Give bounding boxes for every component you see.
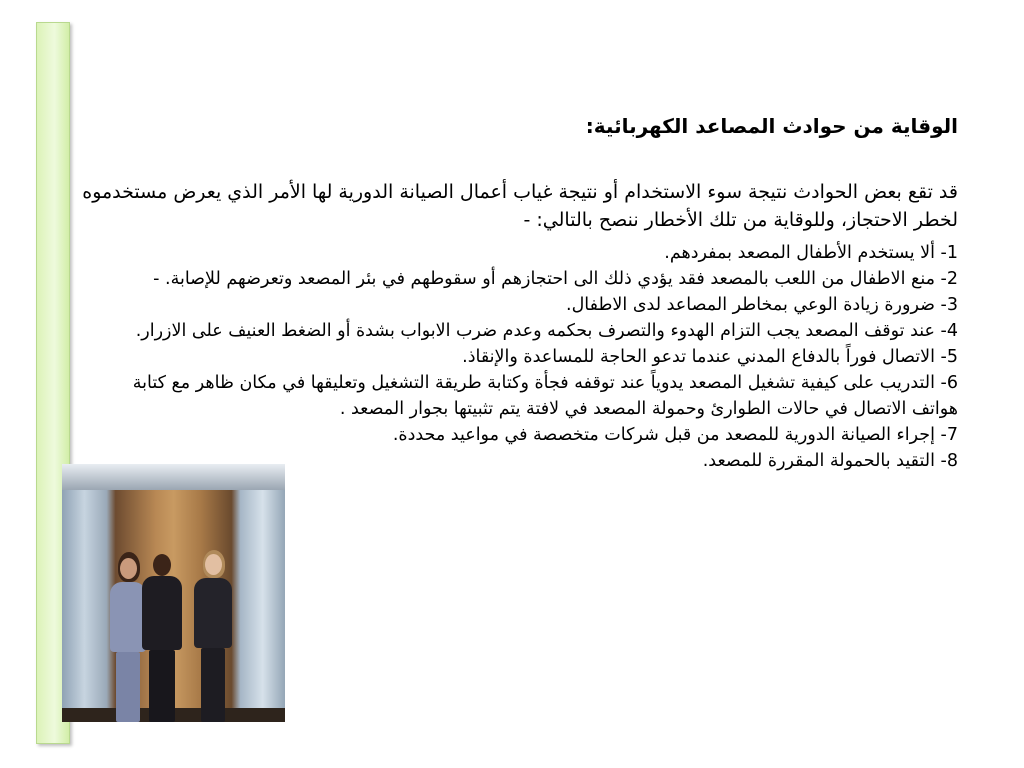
advice-list <box>80 240 958 474</box>
person-center <box>140 554 184 722</box>
intro-paragraph: قد تقع بعض الحوادث نتيجة سوء الاستخدام أو نتيجة غياب أعمال الصيانة الدورية لها الأمر الذي يعرض مستخدموه لخطر الاحتجاز، وللوقاية من تلك الأخطار ننصح بالتالي: - <box>82 181 958 231</box>
slide-title: الوقاية من حوادث المصاعد الكهربائية: <box>585 114 958 138</box>
elevator-photo <box>62 464 285 722</box>
slide-content <box>80 112 958 474</box>
list-item: 4- عند توقف المصعد يجب التزام الهدوء والتصرف بحكمه وعدم ضرب الابواب بشدة أو الضغط العنيف على الازرار. <box>135 321 958 341</box>
list-item: 1- ألا يستخدم الأطفال المصعد بمفردهم. <box>664 243 958 263</box>
list-item: 6- التدريب على كيفية تشغيل المصعد يدوياً عند توقفه فجأة وكتابة طريقة التشغيل وتعليقها في مكان ظاهر مع كتابة هواتف الاتصال في حالات الطوارئ وحمولة المصعد في لافتة يتم تثبيتها بجوار المصعد . <box>132 373 958 419</box>
list-item: 5- الاتصال فوراً بالدفاع المدني عندما تدعو الحاجة للمساعدة والإنقاذ. <box>462 347 958 367</box>
list-item: 2- منع الاطفال من اللعب بالمصعد فقد يؤدي ذلك الى احتجازهم أو سقوطهم في بئر المصعد وتعرضهم للإصابة. - <box>153 269 958 289</box>
person-right <box>192 550 234 722</box>
list-item: 7- إجراء الصيانة الدورية للمصعد من قبل شركات متخصصة في مواعيد محددة. <box>392 425 958 445</box>
list-item: 3- ضرورة زيادة الوعي بمخاطر المصاعد لدى الاطفال. <box>566 295 958 315</box>
list-item: 8- التقيد بالحمولة المقررة للمصعد. <box>702 451 958 471</box>
